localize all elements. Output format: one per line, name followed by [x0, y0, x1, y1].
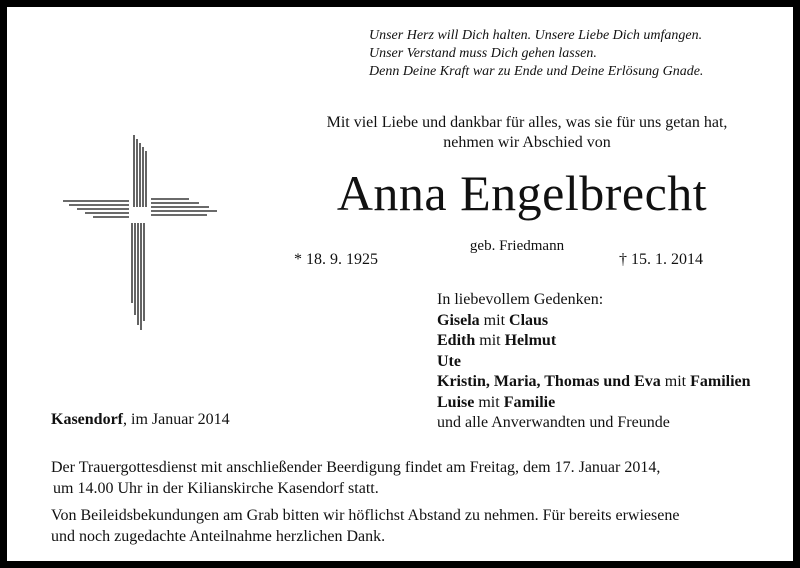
- intro-text: [267, 113, 787, 153]
- mourner-name: Gisela: [437, 311, 480, 329]
- cross-icon: [59, 135, 219, 330]
- mourner-name: Edith: [437, 332, 476, 349]
- deceased-name: Anna Engelbrecht: [336, 165, 708, 221]
- verse: [369, 27, 789, 81]
- place-date: , im Januar 2014: [123, 411, 230, 428]
- intro-line: Mit viel Liebe und dankbar für alles, was sie für uns getan hat,: [326, 114, 728, 131]
- service-line: Der Trauergottesdienst mit anschließender Beerdigung findet am Freitag, dem 17. Januar 2014,: [51, 459, 661, 476]
- mourner-name: Luise: [437, 393, 475, 411]
- mourner-name: Ute: [437, 352, 461, 370]
- condolence-line: und noch zugedachte Anteilnahme herzlichen Dank.: [51, 528, 386, 545]
- verse-line: Denn Deine Kraft war zu Ende und Deine Erlösung Gnade.: [369, 64, 704, 79]
- place-town: Kasendorf: [51, 411, 123, 428]
- mourners-heading: In liebevollem Gedenken:: [437, 291, 604, 308]
- mourner-connector: mit: [475, 332, 505, 349]
- mourner-name: Familien: [690, 373, 751, 390]
- mourner-line: [437, 372, 787, 393]
- intro-line: nehmen wir Abschied von: [443, 134, 611, 151]
- mourner-connector: mit: [474, 393, 504, 411]
- condolence-line: Von Beileidsbekundungen am Grab bitten wir höflichst Abstand zu nehmen. Für bereits erwiesene: [51, 507, 680, 524]
- mourner-line: [437, 331, 787, 352]
- condolence-note: [51, 505, 781, 547]
- verse-line: Unser Herz will Dich halten. Unsere Liebe Dich umfangen.: [369, 28, 703, 43]
- mourner-line: [437, 311, 787, 332]
- mourner-connector: mit: [479, 311, 510, 329]
- mourners-list: [437, 290, 787, 434]
- mourner-connector: mit: [660, 373, 691, 390]
- mourner-line: [437, 393, 787, 414]
- mourner-name: Familie: [503, 393, 556, 411]
- verse-line: Unser Verstand muss Dich gehen lassen.: [369, 46, 597, 61]
- place-and-date: [51, 410, 230, 430]
- mourner-name: Helmut: [504, 332, 557, 349]
- service-line: um 14.00 Uhr in der Kilianskirche Kasendorf statt.: [53, 480, 379, 497]
- service-info: [51, 457, 781, 499]
- mourner-name: Claus: [509, 311, 549, 329]
- death-date: † 15. 1. 2014: [619, 251, 703, 268]
- maiden-name: geb. Friedmann: [469, 238, 565, 254]
- birth-date: * 18. 9. 1925: [294, 251, 378, 268]
- mourners-closing: und alle Anverwandten und Freunde: [437, 414, 670, 431]
- mourner-name: Kristin, Maria, Thomas und Eva: [437, 373, 661, 390]
- mourner-line: [437, 352, 787, 373]
